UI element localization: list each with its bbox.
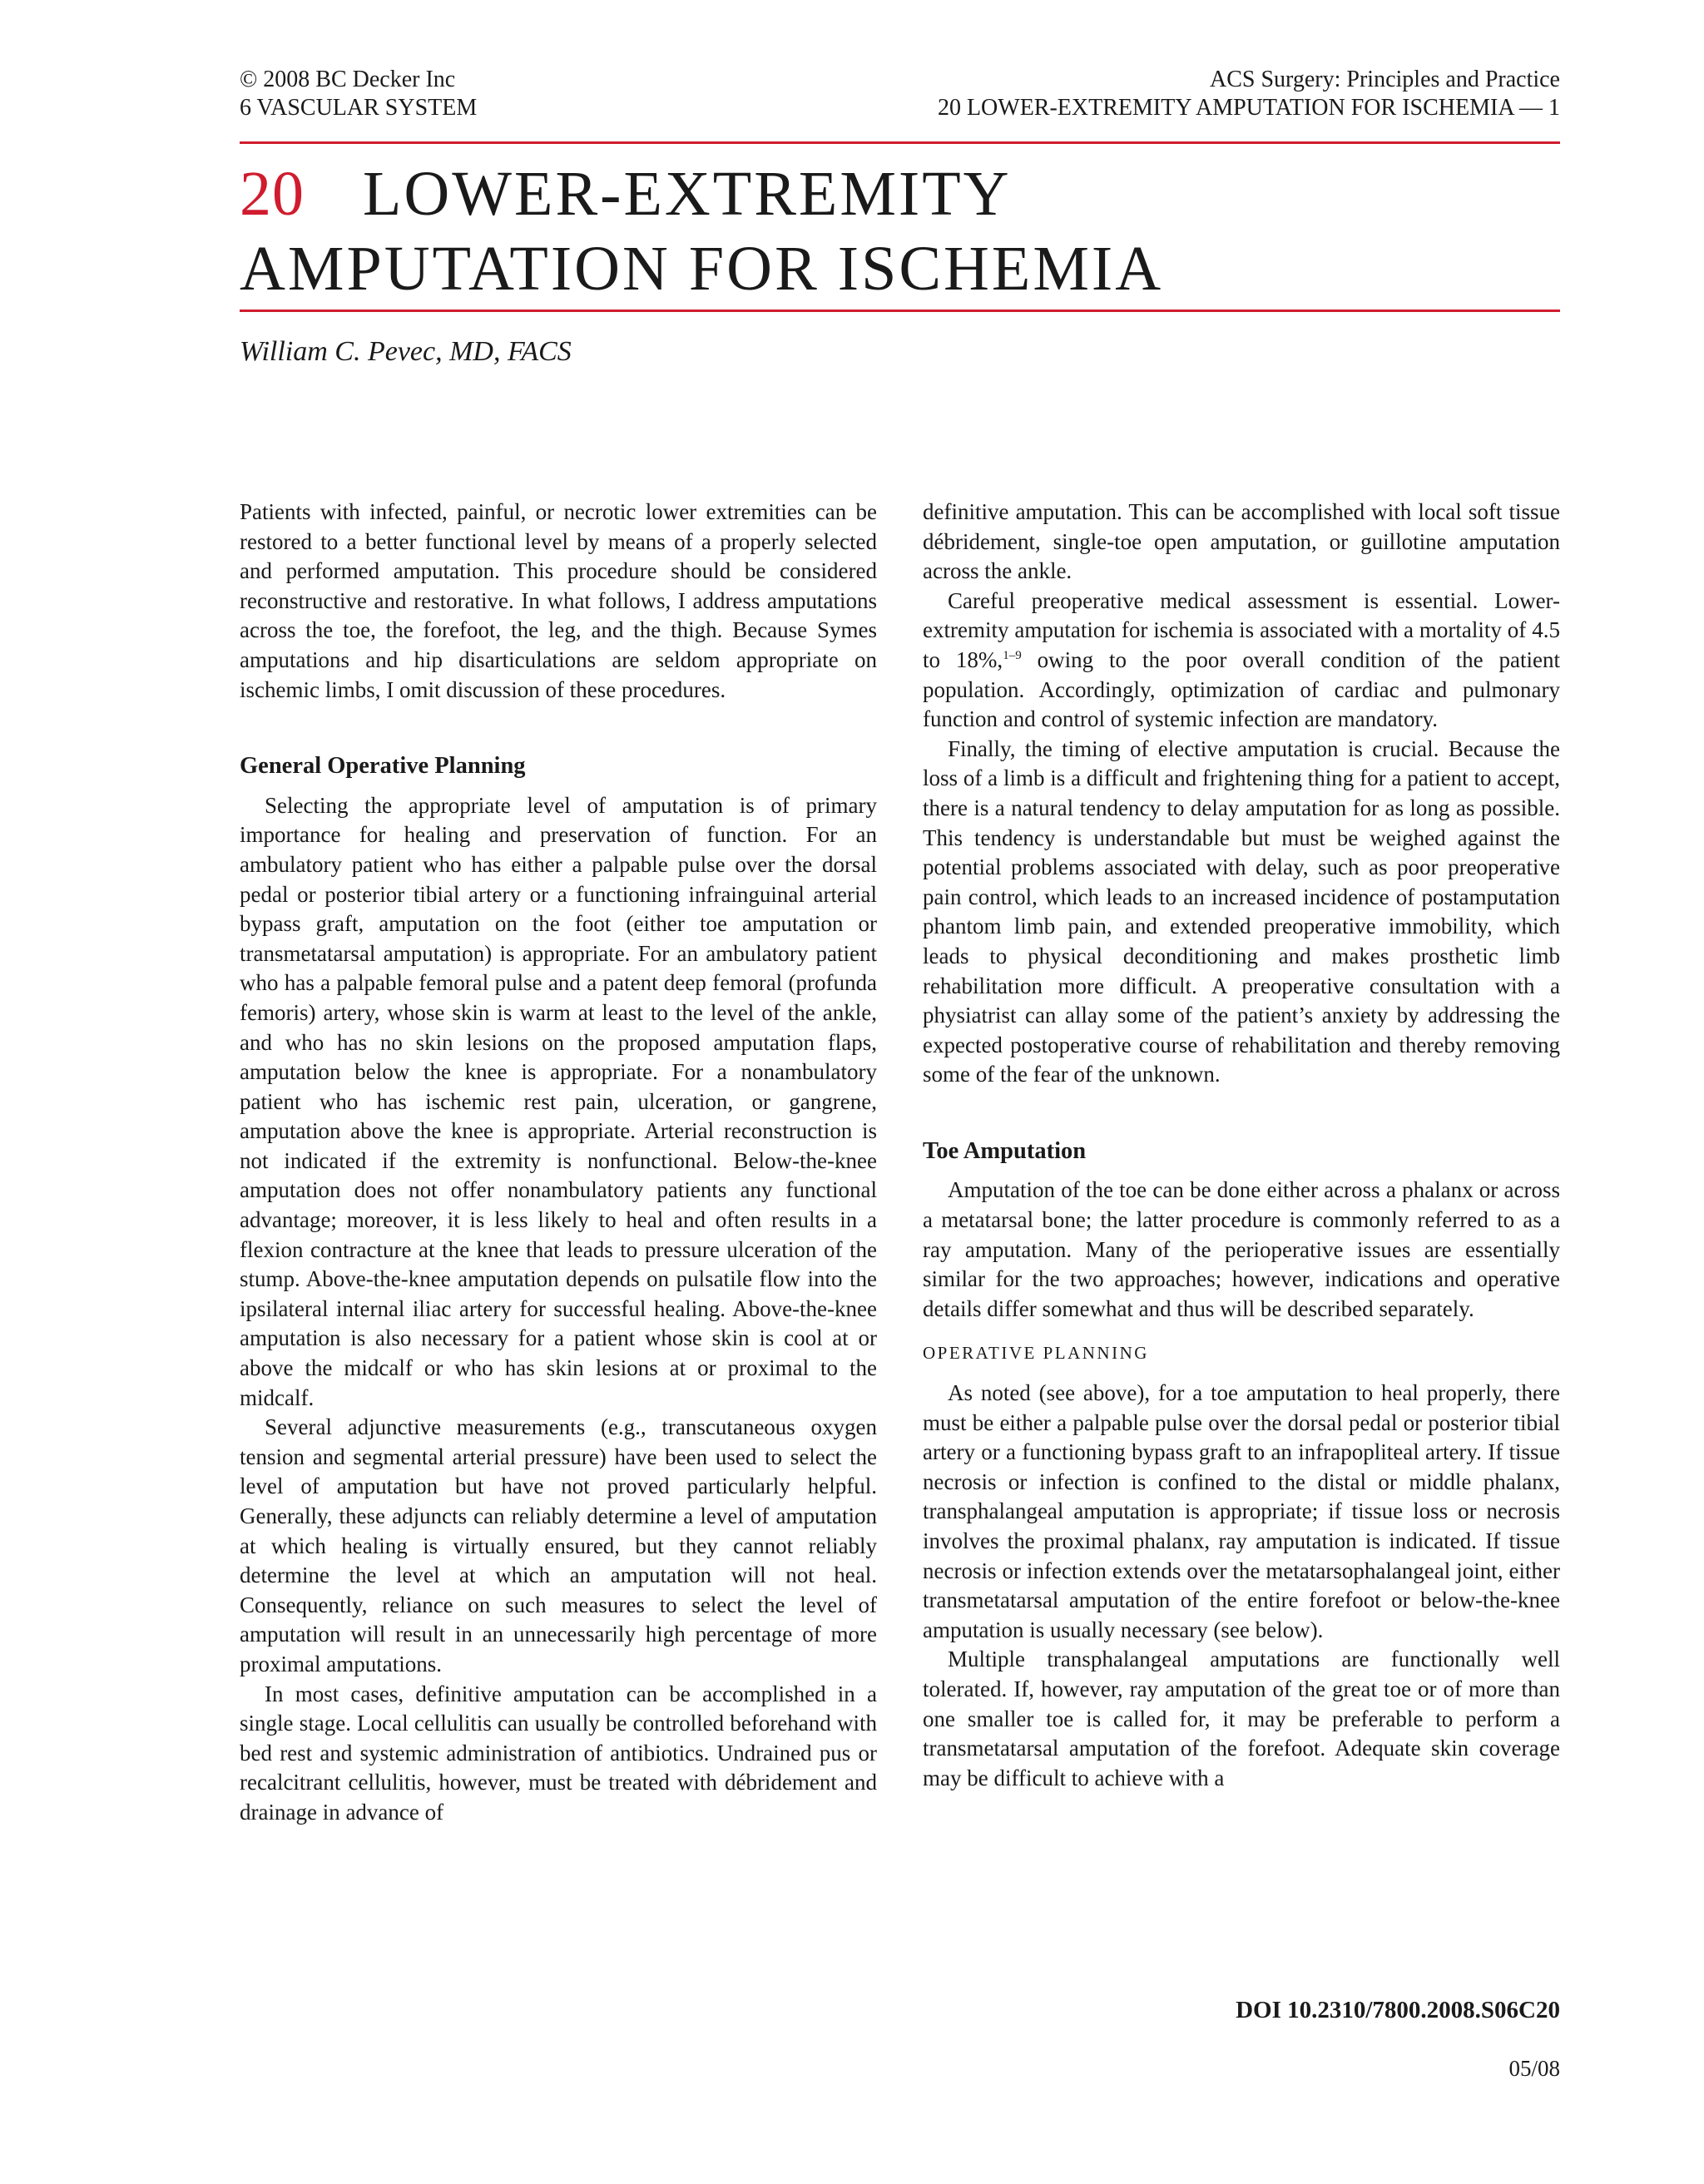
chapter-running-line: 20 LOWER-EXTREMITY AMPUTATION FOR ISCHEMIA — 1 [937,95,1560,121]
paragraph: In most cases, definitive amputation can be accomplished in a single stage. Local cellulitis can usually be controlled beforehand with bed rest and systemic administration of antibiotics. Undrained pus or recalcitrant cellulitis, however, must be treated with débridement and drainage in advance of [240,1681,877,1825]
subheading-operative-planning: OPERATIVE PLANNING [923,1343,1149,1364]
doi-label: DOI 10.2310/7800.2008.S06C20 [1236,1997,1560,2023]
right-column [923,498,1560,1793]
top-rule [240,141,1560,144]
section-heading-general-operative-planning: General Operative Planning [240,753,526,780]
book-title-line: ACS Surgery: Principles and Practice [1210,67,1560,92]
copyright-line: © 2008 BC Decker Inc [240,67,456,92]
chapter-title-line-1: LOWER-EXTREMITY [363,159,1012,229]
paragraph-continued: definitive amputation. This can be accomplished with local soft tissue débridement, single-toe open amputation, or guillotine amputation across the ankle. [923,499,1560,584]
citation-reference: 1–9 [1003,648,1022,662]
paragraph: Several adjunctive measurements (e.g., transcutaneous oxygen tension and segmental arterial pressure) have been used to select the level of amputation but have not proved particularly helpful. Generally, these adjuncts can reliably determine a level of amputation at which healing is virtually ensured, but they cannot reliably determine the level at which an amputation will not heal. Consequently, reliance on such measures to select the level of amputation will result in an unnecessarily high percentage of more proximal amputations. [240,1414,877,1676]
author-byline: William C. Pevec, MD, FACS [240,336,572,367]
paragraph: As noted (see above), for a toe amputation to heal properly, there must be either a palpable pulse over the dorsal pedal or posterior tibial artery or a functioning bypass graft to an infrapopliteal artery. If tissue necrosis or infection is confined to the distal or middle phalanx, transphalangeal amputation is appropriate; if tissue loss or necrosis involves the proximal phalanx, ray amputation is indicated. If tissue necrosis or infection extends over the metatarsophalangeal joint, either transmetatarsal amputation of the entire forefoot or below-the-knee amputation is usually necessary (see below). [923,1380,1560,1642]
paragraph: Amputation of the toe can be done either across a phalanx or across a metatarsal bone; the latter procedure is commonly referred to as a ray amputation. Many of the perioperative issues are essentially similar for the two approaches; however, indications and operative details differ somewhat and thus will be described separately. [923,1177,1560,1321]
intro-paragraph: Patients with infected, painful, or necrotic lower extremities can be restored to a better functional level by means of a properly selected and performed amputation. This procedure should be considered reconstructive and restorative. In what follows, I address amputations across the toe, the forefoot, the leg, and the thigh. Because Symes amputations and hip disarticulations are seldom appropriate on ischemic limbs, I omit discussion of these procedures. [240,499,877,702]
paragraph-mortality: Careful preoperative medical assessment is essential. Lower-extremity amputation for ischemia is associated with a mortality of 4.5 to 18%,$^{1-9}$ owing to the poor overall condition of the patient population. Accordingly, optimization of cardiac and pulmonary function and control of systemic infection are mandatory. [923,587,1560,732]
paragraph: Finally, the timing of elective amputation is crucial. Because the loss of a limb is a difficult and frightening thing for a patient to accept, there is a natural tendency to delay amputation for as long as possible. This tendency is understandable but must be weighed against the potential problems associated with delay, such as poor preoperative pain control, which leads to an increased incidence of postamputation phantom limb pain, and extended preoperative immobility, which leads to physical deconditioning and makes prosthetic limb rehabilitation more difficult. A preoperative consultation with a physiatrist can allay some of the patient’s anxiety by addressing the expected postoperative course of rehabilitation and thereby removing some of the fear of the unknown. [923,735,1560,1087]
running-header-left [240,66,477,122]
paragraph: Multiple transphalangeal amputations are functionally well tolerated. If, however, ray amputation of the great toe or of more than one smaller toe is called for, it may be preferable to perform a transmetatarsal amputation of the forefoot. Adequate skin coverage may be difficult to achieve with a [923,1647,1560,1790]
section-line: 6 VASCULAR SYSTEM [240,95,478,121]
left-column [240,498,877,1828]
chapter-number: 20 [240,159,305,229]
chapter-title [240,156,1560,306]
issue-date: 05/08 [1508,2056,1560,2081]
running-header-right [938,66,1560,122]
paragraph: Selecting the appropriate level of amputation is of primary importance for healing and preservation of function. For an ambulatory patient who has either a palpable pulse over the dorsal pedal or posterior tibial artery or a functioning infrainguinal arterial bypass graft, amputation on the foot (either toe amputation or transmetatarsal amputation) is appropriate. For an ambulatory patient who has a palpable femoral pulse and a patent deep femoral (profunda femoris) artery, whose skin is warm at least to the level of the ankle, and who has no skin lesions on the proposed amputation flaps, amputation below the knee is appropriate. For a nonambulatory patient who has ischemic rest pain, ulceration, or gangrene, amputation above the knee is appropriate. Arterial reconstruction is not indicated if the extremity is nonfunctional. Below-the-knee amputation does not offer nonambulatory patients any functional advantage; moreover, it is less likely to heal and often results in a flexion contracture at the knee that leads to pressure ulceration of the stump. Above-the-knee amputation depends on pulsatile flow into the ipsilateral internal iliac artery for successful healing. Above-the-knee amputation is also necessary for a patient whose skin is cool at or above the midcalf or who has skin lesions at or proximal to the midcalf. [240,792,877,1410]
section-heading-toe-amputation: Toe Amputation [923,1137,1087,1164]
title-bottom-rule [240,310,1560,312]
chapter-title-line-2: AMPUTATION FOR ISCHEMIA [240,234,1164,304]
